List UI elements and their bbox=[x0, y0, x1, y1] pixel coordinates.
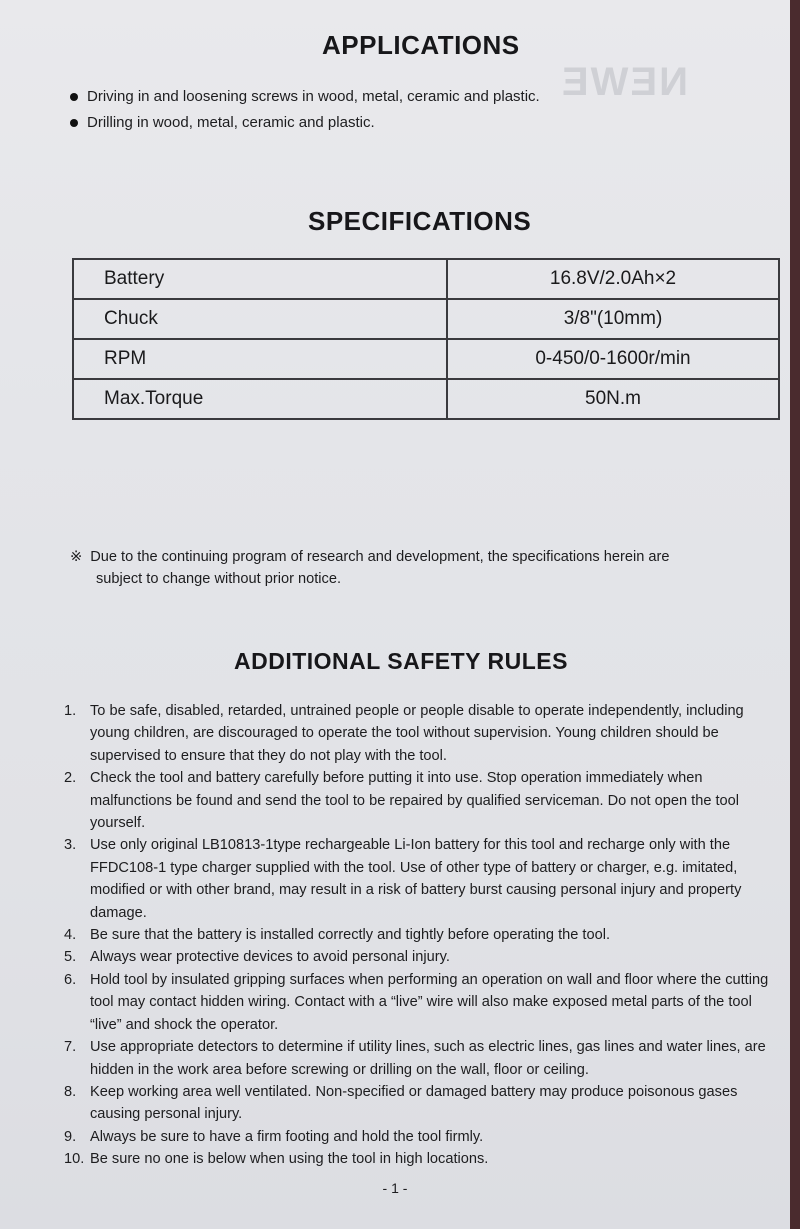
spec-value: 16.8V/2.0Ah×2 bbox=[447, 259, 779, 299]
list-item: 6. Hold tool by insulated gripping surfaces when performing an operation on wall and floor where the cutting tool may contact hidden wiring. Contact with a “live” wire will also make exposed metal parts of the tool “live” and shock the operator. bbox=[64, 971, 769, 1033]
list-item: 7. Use appropriate detectors to determine if utility lines, such as electric lines, gas lines and water lines, are hidden in the work area before screwing or drilling on the wall, floor or ceiling. bbox=[64, 1039, 766, 1078]
specification-notice: ※ Due to the continuing program of research and development, the specifications herein are subject to change without prior notice. bbox=[70, 549, 670, 587]
spec-value: 50N.m bbox=[447, 379, 779, 419]
spec-value: 3/8"(10mm) bbox=[447, 299, 779, 339]
specifications-table bbox=[72, 258, 780, 420]
bullet-icon bbox=[70, 119, 78, 127]
list-item: 10. Be sure no one is below when using the tool in high locations. bbox=[64, 1151, 489, 1168]
table-row bbox=[73, 259, 779, 299]
list-item: 9. Always be sure to have a firm footing and hold the tool firmly. bbox=[64, 1128, 484, 1145]
page-number: - 1 - bbox=[382, 1180, 408, 1196]
safety-rules-list bbox=[64, 700, 776, 1171]
spec-label: Chuck bbox=[73, 299, 447, 339]
table-row bbox=[73, 339, 779, 379]
table-row bbox=[73, 379, 779, 419]
bleed-through-text: NEWE bbox=[560, 60, 688, 104]
list-item: 2. Check the tool and battery carefully before putting it into use. Stop operation immediately when malfunctions be found and send the tool to be repaired by qualified serviceman. Do not open the tool yourself. bbox=[64, 770, 740, 832]
spec-value: 0-450/0-1600r/min bbox=[447, 339, 779, 379]
specifications-title: SPECIFICATIONS bbox=[308, 206, 532, 236]
application-item-2: Drilling in wood, metal, ceramic and plastic. bbox=[70, 114, 375, 131]
list-item: 3. Use only original LB10813-1type rechargeable Li-Ion battery for this tool and recharge only with the FFDC108-1 type charger supplied with the tool. Use of other type of battery or charger, e.g. imitated, modified or with other brand, may result in a risk of battery burst causing personal injury and property damage. bbox=[64, 837, 742, 921]
reference-mark-icon: ※ bbox=[70, 549, 83, 565]
list-item: 8. Keep working area well ventilated. Non-specified or damaged battery may produce poisonous gases causing personal injury. bbox=[64, 1083, 738, 1123]
applications-title: APPLICATIONS bbox=[322, 30, 520, 60]
list-item: 5. Always wear protective devices to avoid personal injury. bbox=[64, 949, 450, 966]
spec-label: Max.Torque bbox=[73, 379, 447, 419]
bullet-icon bbox=[70, 93, 78, 101]
table-row bbox=[73, 299, 779, 339]
application-item-1: Driving in and loosening screws in wood, metal, ceramic and plastic. bbox=[70, 88, 540, 105]
safety-rules-title: ADDITIONAL SAFETY RULES bbox=[234, 648, 568, 674]
list-item: 1. To be safe, disabled, retarded, untrained people or people disable to operate independently, including young children, are discouraged to operate the tool without supervision. Young children should be supervised to ensure that they do not play with the tool. bbox=[64, 703, 744, 764]
spec-label: RPM bbox=[73, 339, 447, 379]
spec-label: Battery bbox=[73, 259, 447, 299]
list-item: 4. Be sure that the battery is installed correctly and tightly before operating the tool. bbox=[64, 927, 610, 944]
